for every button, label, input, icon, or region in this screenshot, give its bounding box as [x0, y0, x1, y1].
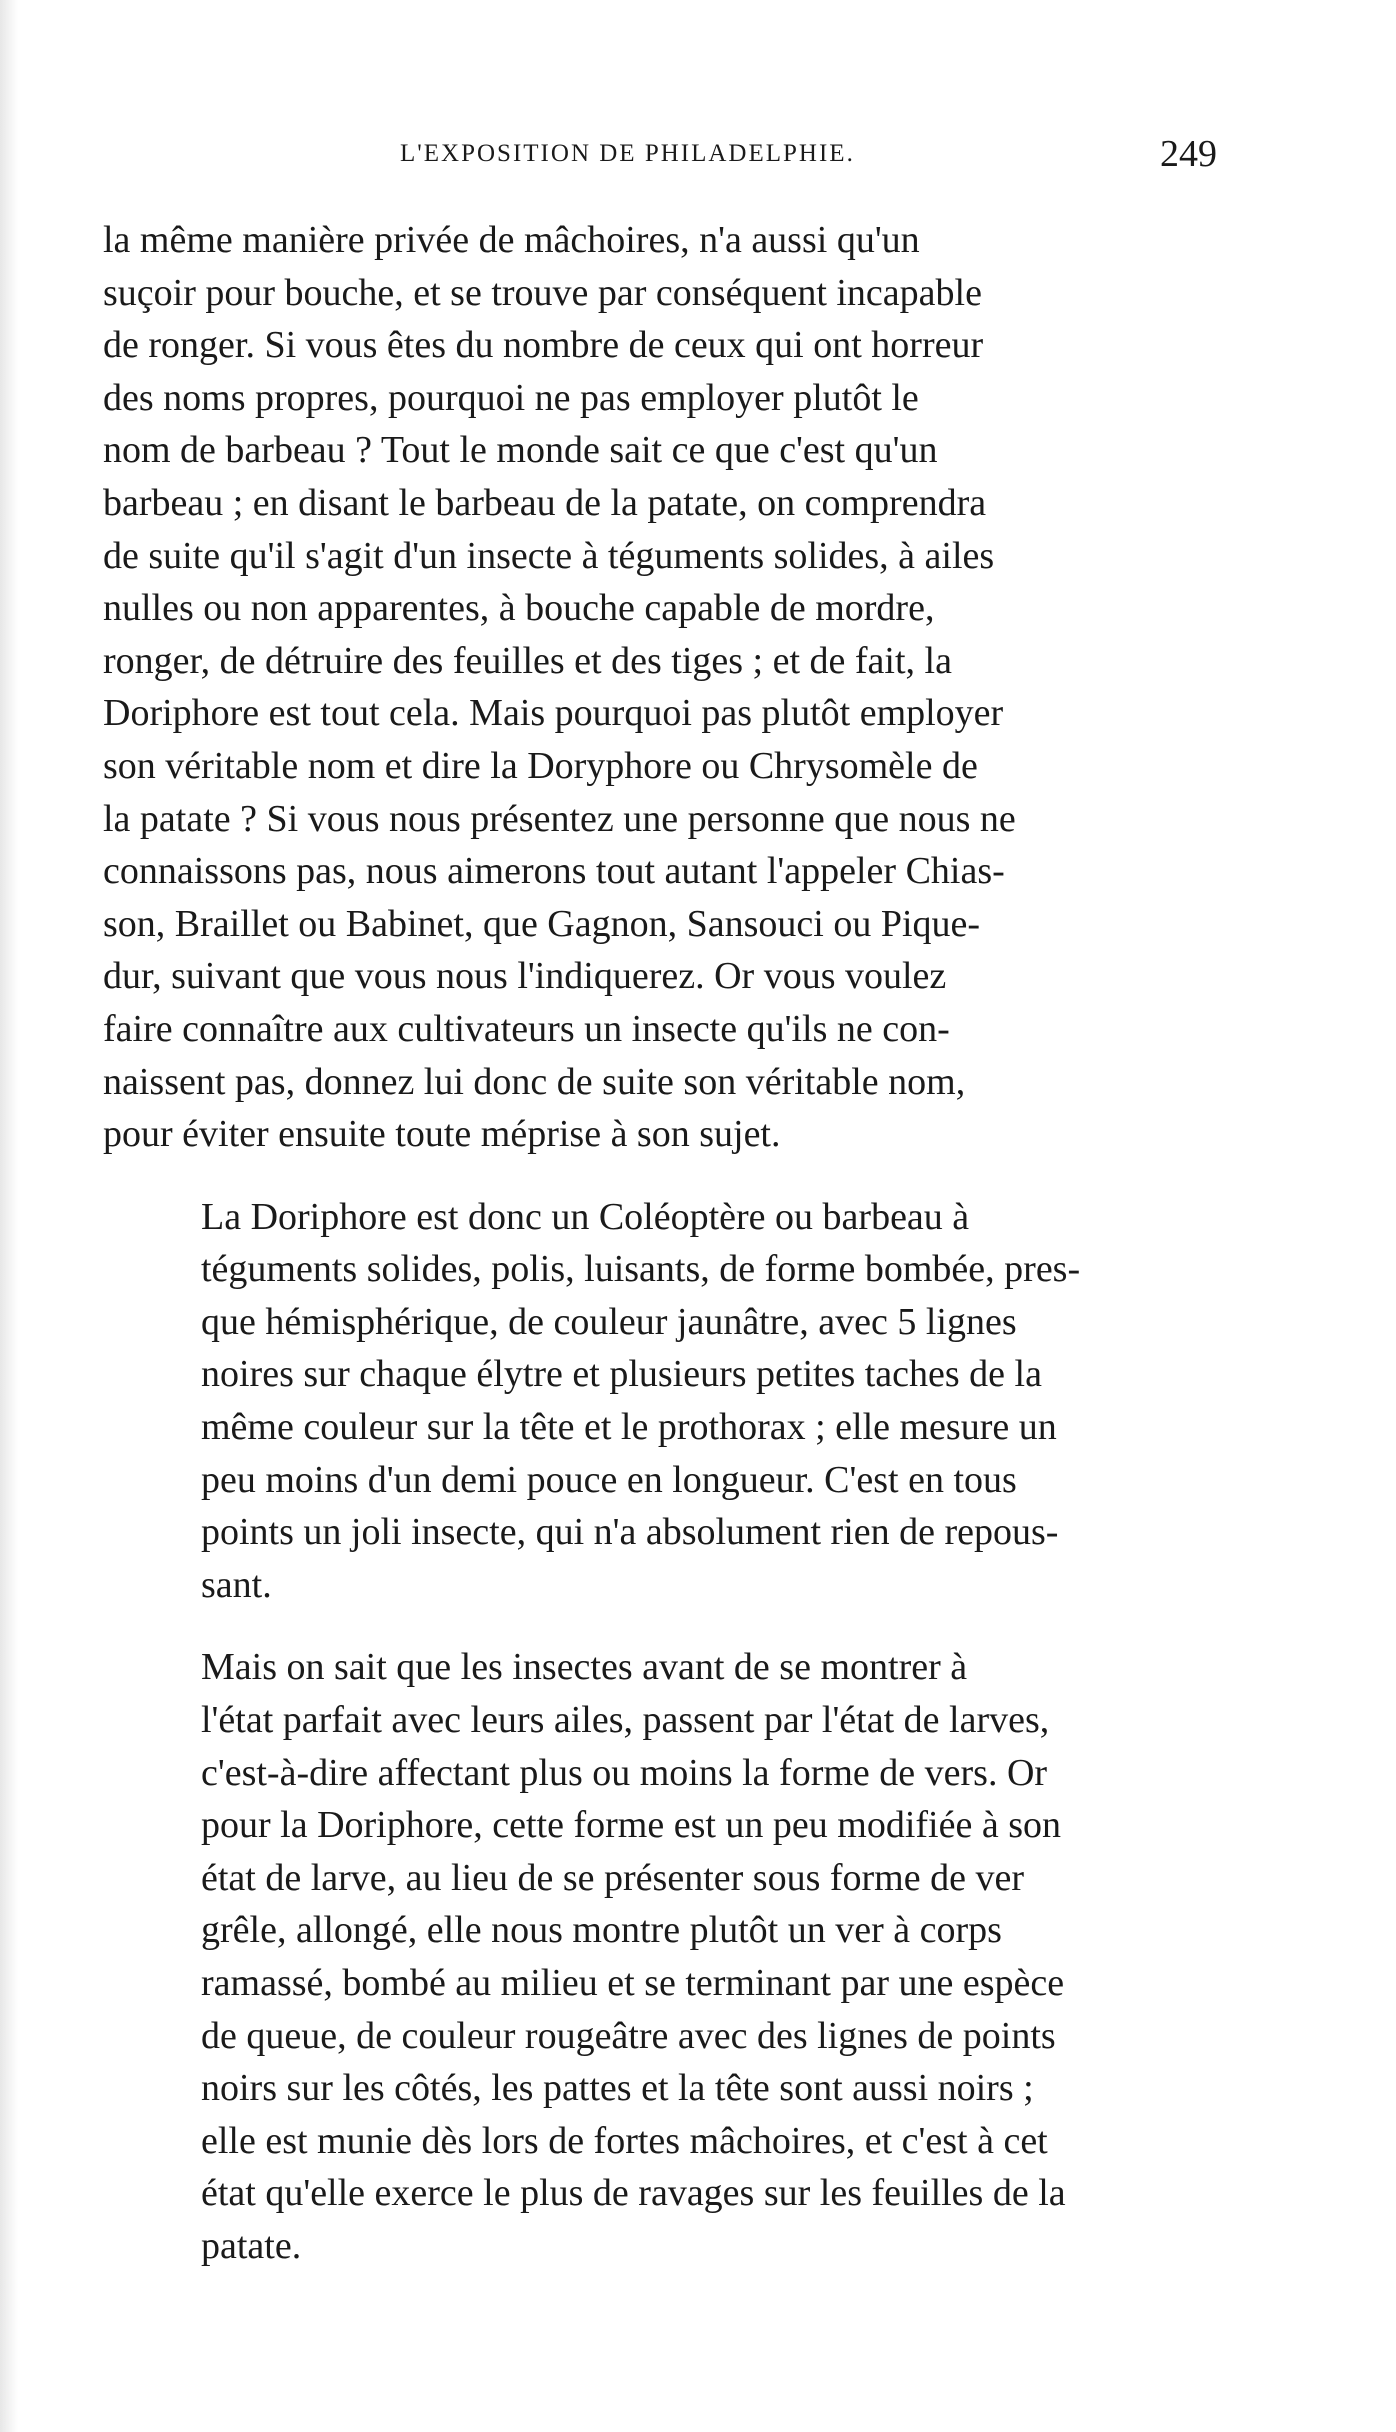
body-text — [103, 214, 1263, 2273]
text-line: de queue, de couleur rougeâtre avec des lignes de points — [201, 2014, 1056, 2057]
text-line: pour éviter ensuite toute méprise à son sujet. — [103, 1113, 781, 1156]
text-line: nulles ou non apparentes, à bouche capable de mordre, — [103, 587, 935, 630]
text-line: patate. — [201, 2224, 302, 2267]
text-line: points un joli insecte, qui n'a absolument rien de repous- — [201, 1511, 1059, 1554]
text-line: grêle, allongé, elle nous montre plutôt un ver à corps — [201, 1909, 1002, 1952]
text-line: même couleur sur la tête et le prothorax ; elle mesure un — [201, 1406, 1057, 1449]
text-line: pour la Doriphore, cette forme est un peu modifiée à son — [201, 1804, 1061, 1847]
text-line: peu moins d'un demi pouce en longueur. C'est en tous — [201, 1458, 1017, 1501]
text-line: barbeau ; en disant le barbeau de la patate, on comprendra — [103, 481, 987, 524]
text-line: la patate ? Si vous nous présentez une personne que nous ne — [103, 797, 1016, 840]
text-line: nom de barbeau ? Tout le monde sait ce que c'est qu'un — [103, 429, 938, 472]
text-line: La Doriphore est donc un Coléoptère ou barbeau à — [201, 1195, 970, 1238]
text-line: suçoir pour bouche, et se trouve par conséquent incapable — [103, 271, 982, 314]
text-line: elle est munie dès lors de fortes mâchoires, et c'est à cet — [201, 2119, 1048, 2162]
text-line: l'état parfait avec leurs ailes, passent par l'état de larves, — [201, 1699, 1050, 1742]
text-line: de suite qu'il s'agit d'un insecte à téguments solides, à ailes — [103, 534, 995, 577]
text-line: noirs sur les côtés, les pattes et la tête sont aussi noirs ; — [201, 2067, 1034, 2110]
paragraph-2 — [103, 1191, 1263, 1612]
text-line: Doriphore est tout cela. Mais pourquoi pas plutôt employer — [103, 692, 1004, 735]
paragraph-3 — [103, 1641, 1263, 2272]
text-line: son véritable nom et dire la Doryphore ou Chrysomèle de — [103, 744, 978, 787]
paragraph-1 — [103, 214, 1263, 1161]
text-line: noires sur chaque élytre et plusieurs petites taches de la — [201, 1353, 1042, 1396]
text-line: de ronger. Si vous êtes du nombre de ceux qui ont horreur — [103, 324, 984, 367]
text-line: état qu'elle exerce le plus de ravages sur les feuilles de la — [201, 2172, 1066, 2215]
text-line: naissent pas, donnez lui donc de suite son véritable nom, — [103, 1060, 966, 1103]
text-line: état de larve, au lieu de se présenter sous forme de ver — [201, 1856, 1024, 1899]
text-line: son, Braillet ou Babinet, que Gagnon, Sansouci ou Pique- — [103, 902, 981, 945]
text-line: sant. — [201, 1563, 272, 1606]
text-line: ramassé, bombé au milieu et se terminant par une espèce — [201, 1962, 1065, 2004]
text-line: connaissons pas, nous aimerons tout autant l'appeler Chias- — [103, 850, 1005, 893]
running-title: L'EXPOSITION DE PHILADELPHIE. — [400, 140, 855, 167]
text-line: des noms propres, pourquoi ne pas employer plutôt le — [103, 376, 919, 419]
text-line: la même manière privée de mâchoires, n'a aussi qu'un — [103, 219, 920, 261]
text-line: dur, suivant que vous nous l'indiquerez. Or vous voulez — [103, 955, 947, 998]
page-number: 249 — [1160, 133, 1217, 175]
text-line: Mais on sait que les insectes avant de se montrer à — [201, 1646, 968, 1689]
text-line: que hémisphérique, de couleur jaunâtre, avec 5 lignes — [201, 1300, 1017, 1343]
page-edge-shadow — [0, 0, 18, 2432]
text-line: ronger, de détruire des feuilles et des tiges ; et de fait, la — [103, 639, 952, 682]
text-line: téguments solides, polis, luisants, de forme bombée, pres- — [201, 1248, 1081, 1291]
text-line: c'est-à-dire affectant plus ou moins la forme de vers. Or — [201, 1751, 1048, 1794]
text-line: faire connaître aux cultivateurs un insecte qu'ils ne con- — [103, 1007, 950, 1050]
